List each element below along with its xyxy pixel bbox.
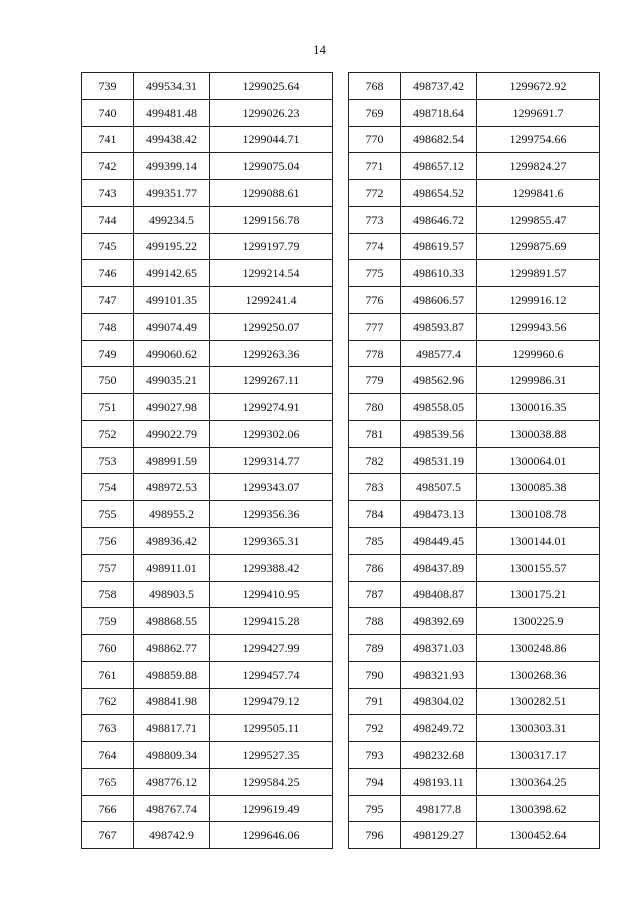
x-coordinate-cell: 498657.12 bbox=[401, 153, 477, 180]
table-row bbox=[349, 715, 600, 742]
table-row bbox=[82, 126, 333, 153]
point-number-cell: 756 bbox=[82, 528, 134, 555]
y-coordinate-cell: 1300248.86 bbox=[477, 635, 600, 662]
y-coordinate-cell: 1300155.57 bbox=[477, 554, 600, 581]
point-number-cell: 741 bbox=[82, 126, 134, 153]
table-row bbox=[82, 206, 333, 233]
point-number-cell: 786 bbox=[349, 554, 401, 581]
table-row bbox=[349, 313, 600, 340]
x-coordinate-cell: 498577.4 bbox=[401, 340, 477, 367]
point-number-cell: 776 bbox=[349, 287, 401, 314]
table-row bbox=[82, 420, 333, 447]
point-number-cell: 773 bbox=[349, 206, 401, 233]
x-coordinate-cell: 498558.05 bbox=[401, 394, 477, 421]
x-coordinate-cell: 498321.93 bbox=[401, 661, 477, 688]
x-coordinate-cell: 498507.5 bbox=[401, 474, 477, 501]
y-coordinate-cell: 1299672.92 bbox=[477, 73, 600, 100]
y-coordinate-cell: 1299457.74 bbox=[210, 661, 333, 688]
x-coordinate-cell: 498610.33 bbox=[401, 260, 477, 287]
table-row bbox=[349, 340, 600, 367]
x-coordinate-cell: 498817.71 bbox=[134, 715, 210, 742]
point-number-cell: 779 bbox=[349, 367, 401, 394]
x-coordinate-cell: 498449.45 bbox=[401, 528, 477, 555]
x-coordinate-cell: 498767.74 bbox=[134, 795, 210, 822]
point-number-cell: 753 bbox=[82, 447, 134, 474]
x-coordinate-cell: 499074.49 bbox=[134, 313, 210, 340]
y-coordinate-cell: 1299841.6 bbox=[477, 180, 600, 207]
x-coordinate-cell: 498859.88 bbox=[134, 661, 210, 688]
point-number-cell: 795 bbox=[349, 795, 401, 822]
table-row bbox=[82, 313, 333, 340]
x-coordinate-cell: 498936.42 bbox=[134, 528, 210, 555]
y-coordinate-cell: 1299263.36 bbox=[210, 340, 333, 367]
table-row bbox=[82, 688, 333, 715]
y-coordinate-cell: 1299302.06 bbox=[210, 420, 333, 447]
table-row bbox=[349, 206, 600, 233]
table-row bbox=[349, 180, 600, 207]
point-number-cell: 746 bbox=[82, 260, 134, 287]
x-coordinate-cell: 498742.9 bbox=[134, 822, 210, 849]
point-number-cell: 757 bbox=[82, 554, 134, 581]
table-row bbox=[82, 554, 333, 581]
table-row bbox=[82, 367, 333, 394]
x-coordinate-cell: 498809.34 bbox=[134, 742, 210, 769]
y-coordinate-cell: 1299855.47 bbox=[477, 206, 600, 233]
point-number-cell: 784 bbox=[349, 501, 401, 528]
table-row bbox=[82, 768, 333, 795]
x-coordinate-cell: 498177.8 bbox=[401, 795, 477, 822]
point-number-cell: 748 bbox=[82, 313, 134, 340]
y-coordinate-cell: 1299241.4 bbox=[210, 287, 333, 314]
point-number-cell: 742 bbox=[82, 153, 134, 180]
x-coordinate-cell: 498991.59 bbox=[134, 447, 210, 474]
point-number-cell: 775 bbox=[349, 260, 401, 287]
x-coordinate-cell: 498473.13 bbox=[401, 501, 477, 528]
table-row bbox=[349, 126, 600, 153]
point-number-cell: 755 bbox=[82, 501, 134, 528]
x-coordinate-cell: 499481.48 bbox=[134, 99, 210, 126]
point-number-cell: 758 bbox=[82, 581, 134, 608]
point-number-cell: 743 bbox=[82, 180, 134, 207]
x-coordinate-cell: 498539.56 bbox=[401, 420, 477, 447]
y-coordinate-cell: 1299916.12 bbox=[477, 287, 600, 314]
point-number-cell: 771 bbox=[349, 153, 401, 180]
y-coordinate-cell: 1300282.51 bbox=[477, 688, 600, 715]
point-number-cell: 790 bbox=[349, 661, 401, 688]
x-coordinate-cell: 498531.19 bbox=[401, 447, 477, 474]
y-coordinate-cell: 1299505.11 bbox=[210, 715, 333, 742]
table-row bbox=[349, 822, 600, 849]
table-row bbox=[82, 474, 333, 501]
y-coordinate-cell: 1299026.23 bbox=[210, 99, 333, 126]
point-number-cell: 745 bbox=[82, 233, 134, 260]
y-coordinate-cell: 1299584.25 bbox=[210, 768, 333, 795]
point-number-cell: 793 bbox=[349, 742, 401, 769]
y-coordinate-cell: 1300016.35 bbox=[477, 394, 600, 421]
y-coordinate-cell: 1299415.28 bbox=[210, 608, 333, 635]
x-coordinate-cell: 499438.42 bbox=[134, 126, 210, 153]
y-coordinate-cell: 1300303.31 bbox=[477, 715, 600, 742]
x-coordinate-cell: 498371.03 bbox=[401, 635, 477, 662]
x-coordinate-cell: 498972.53 bbox=[134, 474, 210, 501]
y-coordinate-cell: 1299156.78 bbox=[210, 206, 333, 233]
table-row bbox=[349, 99, 600, 126]
point-number-cell: 791 bbox=[349, 688, 401, 715]
point-number-cell: 789 bbox=[349, 635, 401, 662]
y-coordinate-cell: 1299025.64 bbox=[210, 73, 333, 100]
table-row bbox=[82, 528, 333, 555]
y-coordinate-cell: 1299875.69 bbox=[477, 233, 600, 260]
y-coordinate-cell: 1300085.38 bbox=[477, 474, 600, 501]
y-coordinate-cell: 1300225.9 bbox=[477, 608, 600, 635]
y-coordinate-cell: 1300268.36 bbox=[477, 661, 600, 688]
point-number-cell: 744 bbox=[82, 206, 134, 233]
point-number-cell: 770 bbox=[349, 126, 401, 153]
point-number-cell: 777 bbox=[349, 313, 401, 340]
point-number-cell: 766 bbox=[82, 795, 134, 822]
y-coordinate-cell: 1300175.21 bbox=[477, 581, 600, 608]
point-number-cell: 767 bbox=[82, 822, 134, 849]
y-coordinate-cell: 1299365.31 bbox=[210, 528, 333, 555]
x-coordinate-cell: 498862.77 bbox=[134, 635, 210, 662]
table-row bbox=[349, 635, 600, 662]
table-row bbox=[349, 367, 600, 394]
table-row bbox=[82, 501, 333, 528]
table-row bbox=[349, 153, 600, 180]
table-row bbox=[82, 99, 333, 126]
point-number-cell: 780 bbox=[349, 394, 401, 421]
table-row bbox=[349, 795, 600, 822]
table-row bbox=[82, 635, 333, 662]
point-number-cell: 765 bbox=[82, 768, 134, 795]
point-number-cell: 759 bbox=[82, 608, 134, 635]
table-row bbox=[82, 394, 333, 421]
x-coordinate-cell: 498392.69 bbox=[401, 608, 477, 635]
table-row bbox=[349, 287, 600, 314]
x-coordinate-cell: 499234.5 bbox=[134, 206, 210, 233]
y-coordinate-cell: 1299410.95 bbox=[210, 581, 333, 608]
point-number-cell: 781 bbox=[349, 420, 401, 447]
point-number-cell: 768 bbox=[349, 73, 401, 100]
x-coordinate-cell: 498129.27 bbox=[401, 822, 477, 849]
y-coordinate-cell: 1299619.49 bbox=[210, 795, 333, 822]
point-number-cell: 752 bbox=[82, 420, 134, 447]
y-coordinate-cell: 1299479.12 bbox=[210, 688, 333, 715]
y-coordinate-cell: 1300364.25 bbox=[477, 768, 600, 795]
y-coordinate-cell: 1299197.79 bbox=[210, 233, 333, 260]
point-number-cell: 785 bbox=[349, 528, 401, 555]
point-number-cell: 769 bbox=[349, 99, 401, 126]
x-coordinate-cell: 498593.87 bbox=[401, 313, 477, 340]
x-coordinate-cell: 498903.5 bbox=[134, 581, 210, 608]
table-row bbox=[82, 795, 333, 822]
table-row bbox=[82, 661, 333, 688]
table-row bbox=[349, 742, 600, 769]
table-row bbox=[82, 715, 333, 742]
x-coordinate-cell: 498955.2 bbox=[134, 501, 210, 528]
y-coordinate-cell: 1299427.99 bbox=[210, 635, 333, 662]
y-coordinate-cell: 1300398.62 bbox=[477, 795, 600, 822]
point-number-cell: 740 bbox=[82, 99, 134, 126]
x-coordinate-cell: 499534.31 bbox=[134, 73, 210, 100]
table-row bbox=[349, 447, 600, 474]
table-row bbox=[349, 661, 600, 688]
x-coordinate-cell: 498249.72 bbox=[401, 715, 477, 742]
y-coordinate-cell: 1299943.56 bbox=[477, 313, 600, 340]
table-row bbox=[82, 287, 333, 314]
x-coordinate-cell: 498646.72 bbox=[401, 206, 477, 233]
x-coordinate-cell: 498654.52 bbox=[401, 180, 477, 207]
point-number-cell: 774 bbox=[349, 233, 401, 260]
table-row bbox=[349, 768, 600, 795]
y-coordinate-cell: 1299214.54 bbox=[210, 260, 333, 287]
table-row bbox=[349, 394, 600, 421]
x-coordinate-cell: 499142.65 bbox=[134, 260, 210, 287]
table-row bbox=[82, 581, 333, 608]
x-coordinate-cell: 498606.57 bbox=[401, 287, 477, 314]
y-coordinate-cell: 1299754.66 bbox=[477, 126, 600, 153]
coordinates-table-left bbox=[81, 72, 333, 849]
table-row bbox=[349, 528, 600, 555]
table-row bbox=[349, 260, 600, 287]
table-row bbox=[349, 420, 600, 447]
x-coordinate-cell: 498437.89 bbox=[401, 554, 477, 581]
x-coordinate-cell: 498232.68 bbox=[401, 742, 477, 769]
table-row bbox=[349, 581, 600, 608]
point-number-cell: 792 bbox=[349, 715, 401, 742]
y-coordinate-cell: 1300064.01 bbox=[477, 447, 600, 474]
y-coordinate-cell: 1299075.04 bbox=[210, 153, 333, 180]
table-row bbox=[349, 474, 600, 501]
point-number-cell: 763 bbox=[82, 715, 134, 742]
y-coordinate-cell: 1299960.6 bbox=[477, 340, 600, 367]
y-coordinate-cell: 1299388.42 bbox=[210, 554, 333, 581]
x-coordinate-cell: 499195.22 bbox=[134, 233, 210, 260]
table-row bbox=[349, 73, 600, 100]
y-coordinate-cell: 1299343.07 bbox=[210, 474, 333, 501]
x-coordinate-cell: 499351.77 bbox=[134, 180, 210, 207]
x-coordinate-cell: 498619.57 bbox=[401, 233, 477, 260]
point-number-cell: 764 bbox=[82, 742, 134, 769]
point-number-cell: 783 bbox=[349, 474, 401, 501]
y-coordinate-cell: 1300038.88 bbox=[477, 420, 600, 447]
table-row bbox=[82, 153, 333, 180]
table-row bbox=[82, 233, 333, 260]
x-coordinate-cell: 498868.55 bbox=[134, 608, 210, 635]
x-coordinate-cell: 499022.79 bbox=[134, 420, 210, 447]
page-number: 14 bbox=[313, 42, 326, 57]
x-coordinate-cell: 498682.54 bbox=[401, 126, 477, 153]
table-row bbox=[82, 340, 333, 367]
table-row bbox=[349, 554, 600, 581]
point-number-cell: 747 bbox=[82, 287, 134, 314]
y-coordinate-cell: 1299986.31 bbox=[477, 367, 600, 394]
point-number-cell: 751 bbox=[82, 394, 134, 421]
point-number-cell: 739 bbox=[82, 73, 134, 100]
y-coordinate-cell: 1299274.91 bbox=[210, 394, 333, 421]
table-row bbox=[349, 688, 600, 715]
y-coordinate-cell: 1299691.7 bbox=[477, 99, 600, 126]
x-coordinate-cell: 498841.98 bbox=[134, 688, 210, 715]
coordinates-table-right bbox=[348, 72, 600, 849]
table-row bbox=[82, 742, 333, 769]
point-number-cell: 787 bbox=[349, 581, 401, 608]
y-coordinate-cell: 1299356.36 bbox=[210, 501, 333, 528]
table-row bbox=[349, 608, 600, 635]
table-row bbox=[82, 260, 333, 287]
x-coordinate-cell: 499035.21 bbox=[134, 367, 210, 394]
point-number-cell: 782 bbox=[349, 447, 401, 474]
table-row bbox=[82, 73, 333, 100]
x-coordinate-cell: 498562.96 bbox=[401, 367, 477, 394]
point-number-cell: 788 bbox=[349, 608, 401, 635]
point-number-cell: 796 bbox=[349, 822, 401, 849]
point-number-cell: 794 bbox=[349, 768, 401, 795]
table-row bbox=[82, 447, 333, 474]
table-row bbox=[82, 822, 333, 849]
table-row bbox=[349, 233, 600, 260]
x-coordinate-cell: 498911.01 bbox=[134, 554, 210, 581]
y-coordinate-cell: 1299044.71 bbox=[210, 126, 333, 153]
y-coordinate-cell: 1300144.01 bbox=[477, 528, 600, 555]
x-coordinate-cell: 498718.64 bbox=[401, 99, 477, 126]
y-coordinate-cell: 1300452.64 bbox=[477, 822, 600, 849]
point-number-cell: 772 bbox=[349, 180, 401, 207]
x-coordinate-cell: 498776.12 bbox=[134, 768, 210, 795]
y-coordinate-cell: 1299527.35 bbox=[210, 742, 333, 769]
point-number-cell: 761 bbox=[82, 661, 134, 688]
point-number-cell: 762 bbox=[82, 688, 134, 715]
point-number-cell: 750 bbox=[82, 367, 134, 394]
point-number-cell: 760 bbox=[82, 635, 134, 662]
x-coordinate-cell: 499399.14 bbox=[134, 153, 210, 180]
x-coordinate-cell: 498193.11 bbox=[401, 768, 477, 795]
y-coordinate-cell: 1299088.61 bbox=[210, 180, 333, 207]
point-number-cell: 778 bbox=[349, 340, 401, 367]
table-row bbox=[82, 608, 333, 635]
x-coordinate-cell: 498408.87 bbox=[401, 581, 477, 608]
y-coordinate-cell: 1299314.77 bbox=[210, 447, 333, 474]
x-coordinate-cell: 499101.35 bbox=[134, 287, 210, 314]
point-number-cell: 754 bbox=[82, 474, 134, 501]
y-coordinate-cell: 1299646.06 bbox=[210, 822, 333, 849]
table-row bbox=[82, 180, 333, 207]
x-coordinate-cell: 498737.42 bbox=[401, 73, 477, 100]
x-coordinate-cell: 499060.62 bbox=[134, 340, 210, 367]
y-coordinate-cell: 1299250.07 bbox=[210, 313, 333, 340]
x-coordinate-cell: 498304.02 bbox=[401, 688, 477, 715]
x-coordinate-cell: 499027.98 bbox=[134, 394, 210, 421]
y-coordinate-cell: 1299824.27 bbox=[477, 153, 600, 180]
y-coordinate-cell: 1300317.17 bbox=[477, 742, 600, 769]
y-coordinate-cell: 1300108.78 bbox=[477, 501, 600, 528]
y-coordinate-cell: 1299891.57 bbox=[477, 260, 600, 287]
y-coordinate-cell: 1299267.11 bbox=[210, 367, 333, 394]
table-row bbox=[349, 501, 600, 528]
point-number-cell: 749 bbox=[82, 340, 134, 367]
